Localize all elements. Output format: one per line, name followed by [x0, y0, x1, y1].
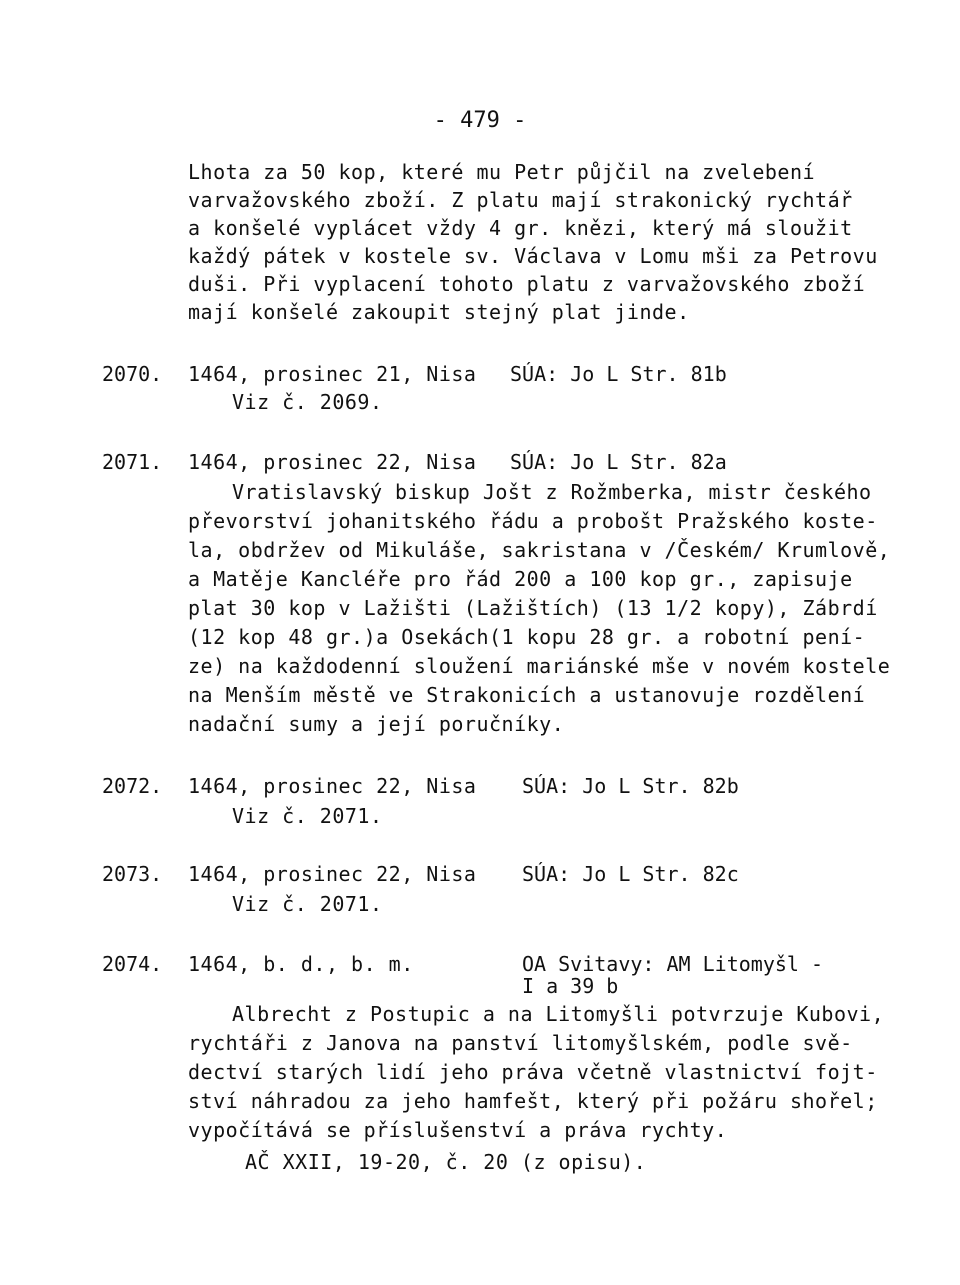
entry-number: 2071.	[102, 450, 163, 474]
entry-line: Viz č. 2069.	[232, 390, 383, 414]
entry-source: SÚA: Jo L Str. 82c	[522, 862, 739, 886]
entry-line: ství náhradou za jeho hamfešt, který při požáru shořel;	[188, 1089, 878, 1113]
entry-line: Albrecht z Postupic a na Litomyšli potvrzuje Kubovi,	[232, 1002, 885, 1026]
entry-number: 2073.	[102, 862, 163, 886]
intro-line: Lhota za 50 kop, které mu Petr půjčil na zvelebení	[188, 160, 816, 184]
entry-number: 2070.	[102, 362, 163, 386]
entry-line: la, obdržev od Mikuláše, sakristana v /Českém/ Krumlově,	[188, 538, 891, 562]
entry-line: vypočítává se příslušenství a práva rychty.	[188, 1118, 728, 1142]
intro-line: a konšelé vyplácet vždy 4 gr. knězi, který má sloužit	[188, 216, 853, 240]
entry-line: dectví starých lidí jeho práva včetně vlastnictví fojt-	[188, 1060, 878, 1084]
entry-line: Viz č. 2071.	[232, 804, 383, 828]
entry-number: 2074.	[102, 952, 163, 976]
entry-source: OA Svitavy: AM Litomyšl -	[522, 952, 824, 976]
entry-header: 1464, prosinec 22, Nisa	[188, 450, 477, 474]
entry-header: 1464, prosinec 22, Nisa	[188, 862, 477, 886]
citation: AČ XXII, 19-20, č. 20 (z opisu).	[245, 1150, 647, 1174]
entry-line: nadační sumy a její poručníky.	[188, 712, 565, 736]
entry-number: 2072.	[102, 774, 163, 798]
entry-source: SÚA: Jo L Str. 82b	[522, 774, 739, 798]
entry-line: rychtáři z Janova na panství litomyšlském, podle svě-	[188, 1031, 853, 1055]
entry-header: 1464, prosinec 22, Nisa	[188, 774, 477, 798]
intro-line: varvažovského zboží. Z platu mají strakonický rychtář	[188, 188, 853, 212]
entry-line: Vratislavský biskup Jošt z Rožmberka, mistr českého	[232, 480, 872, 504]
entry-header: 1464, b. d., b. m.	[188, 952, 414, 976]
entry-header: 1464, prosinec 21, Nisa	[188, 362, 477, 386]
entry-line: převorství johanitského řádu a probošt Pražského koste-	[188, 509, 878, 533]
entry-line: (12 kop 48 gr.)a Osekách(1 kopu 28 gr. a robotní pení-	[188, 625, 866, 649]
intro-line: mají konšelé zakoupit stejný plat jinde.	[188, 300, 690, 324]
entry-line: Viz č. 2071.	[232, 892, 383, 916]
entry-line: na Menším městě ve Strakonicích a ustanovuje rozdělení	[188, 683, 866, 707]
entry-source-continued: I a 39 b	[522, 974, 619, 998]
entry-source: SÚA: Jo L Str. 81b	[510, 362, 727, 386]
entry-line: ze) na každodenní sloužení mariánské mše v novém kostele	[188, 654, 891, 678]
entry-source: SÚA: Jo L Str. 82a	[510, 450, 727, 474]
entry-line: plat 30 kop v Lažišti (Lažištích) (13 1/2 kopy), Zábrdí	[188, 596, 878, 620]
intro-line: duši. Při vyplacení tohoto platu z varvažovského zboží	[188, 272, 866, 296]
intro-line: každý pátek v kostele sv. Václava v Lomu mši za Petrovu	[188, 244, 878, 268]
page-number: - 479 -	[433, 108, 527, 133]
entry-line: a Matěje Kancléře pro řád 200 a 100 kop gr., zapisuje	[188, 567, 853, 591]
